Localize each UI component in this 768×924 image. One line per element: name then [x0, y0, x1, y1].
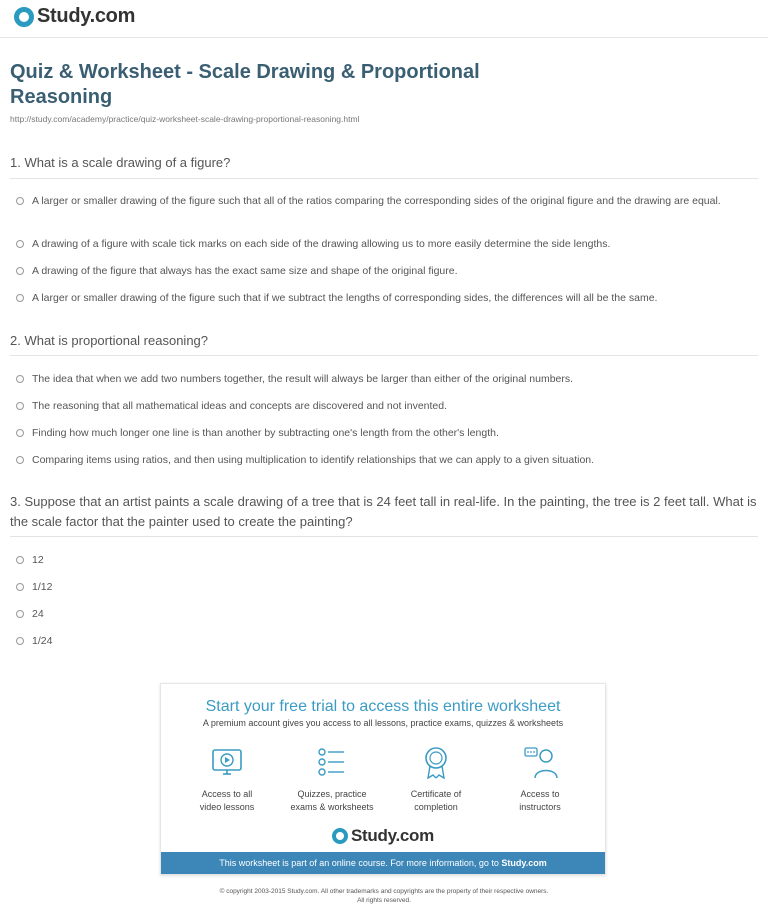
feature-label — [495, 788, 585, 814]
answer-option-text: A larger or smaller drawing of the figure such that all of the ratios comparing the corresponding sides of the original figure and the drawing are equal. — [32, 195, 721, 207]
answer-option[interactable] — [16, 553, 756, 567]
answer-option[interactable] — [16, 453, 756, 467]
study-logo[interactable] — [14, 5, 135, 28]
answer-option[interactable] — [16, 372, 756, 386]
logo-mark-icon — [332, 828, 348, 844]
feature-label-line: Certificate of — [410, 789, 462, 799]
answer-option[interactable] — [16, 399, 756, 413]
answer-option-text: Finding how much longer one line is than another by subtracting one's length from the other's length. — [32, 427, 499, 439]
radio-icon[interactable] — [16, 610, 24, 618]
site-header — [0, 0, 768, 38]
copyright-line: © copyright 2003-2015 Study.com. All other trademarks and copyrights are the property of their respective owners. — [219, 888, 549, 895]
answer-option[interactable] — [16, 194, 756, 208]
feature-label-line: exams & worksheets — [290, 802, 374, 812]
answer-option-text: 12 — [32, 554, 44, 566]
promo-study-logo[interactable] — [161, 826, 605, 846]
answer-option-text: Comparing items using ratios, and then using multiplication to identify relationships that we can apply to a given situation. — [32, 454, 595, 466]
radio-icon[interactable] — [16, 556, 24, 564]
feature-label-line: Access to — [520, 789, 560, 799]
logo-mark-icon — [14, 7, 34, 27]
answer-option-text: A drawing of a figure with scale tick marks on each side of the drawing allowing us to more easily determine the side lengths. — [32, 238, 611, 250]
radio-icon[interactable] — [16, 583, 24, 591]
answer-option-text: The reasoning that all mathematical ideas and concepts are discovered and not invented. — [32, 400, 448, 412]
answer-option[interactable] — [16, 634, 756, 648]
rights-line: All rights reserved. — [357, 897, 411, 904]
answer-option[interactable] — [16, 264, 756, 278]
radio-icon[interactable] — [16, 456, 24, 464]
answer-option-text: 1/12 — [32, 581, 53, 593]
answer-option-text: A drawing of the figure that always has the exact same size and shape of the original figure. — [32, 265, 458, 277]
feature-label-line: completion — [414, 802, 458, 812]
promo-info-bar — [161, 852, 605, 874]
question-1: 1. What is a scale drawing of a figure? — [10, 155, 231, 170]
feature-label — [287, 788, 377, 814]
feature-label — [182, 788, 272, 814]
logo-text: Study.com — [351, 826, 434, 845]
feature-instructors — [495, 744, 585, 814]
answer-option[interactable] — [16, 607, 756, 621]
promo-title[interactable]: Start your free trial to access this entire worksheet — [205, 698, 561, 715]
feature-label-line: Access to all — [201, 789, 253, 799]
answer-option[interactable] — [16, 237, 756, 251]
copyright-footer — [0, 887, 768, 905]
answer-option-text: 24 — [32, 608, 44, 620]
promo-bar-text: This worksheet is part of an online course. For more information, go to — [219, 858, 502, 868]
answer-option[interactable] — [16, 580, 756, 594]
feature-video-lessons — [182, 744, 272, 814]
feature-quizzes — [287, 744, 377, 814]
feature-label-line: Quizzes, practice — [297, 789, 367, 799]
feature-label-line: instructors — [519, 802, 561, 812]
answer-option-text: A larger or smaller drawing of the figure such that if we subtract the lengths of corresponding sides, the differences will all be the same. — [32, 292, 658, 304]
radio-icon[interactable] — [16, 402, 24, 410]
radio-icon[interactable] — [16, 267, 24, 275]
radio-icon[interactable] — [16, 294, 24, 302]
question-divider — [10, 178, 758, 179]
quiz-list-icon — [314, 744, 350, 782]
logo-text: Study.com — [37, 5, 136, 27]
question-2: 2. What is proportional reasoning? — [10, 333, 209, 348]
promo-subtitle: A premium account gives you access to all lessons, practice exams, quizzes & worksheets — [202, 718, 564, 728]
premium-promo-box — [160, 683, 606, 875]
radio-icon[interactable] — [16, 637, 24, 645]
answer-option[interactable] — [16, 426, 756, 440]
feature-label — [391, 788, 481, 814]
question-divider — [10, 536, 758, 537]
answer-option-text: The idea that when we add two numbers together, the result will always be larger than either of the original numbers. — [32, 373, 574, 385]
radio-icon[interactable] — [16, 429, 24, 437]
promo-bar-link[interactable]: Study.com — [501, 858, 547, 868]
feature-certificate — [391, 744, 481, 814]
page-url: http://study.com/academy/practice/quiz-worksheet-scale-drawing-proportional-reasoning.html — [10, 114, 360, 124]
radio-icon[interactable] — [16, 375, 24, 383]
page-title: Quiz & Worksheet - Scale Drawing & Proportional Reasoning — [10, 61, 480, 108]
answer-option-text: 1/24 — [32, 635, 53, 647]
certificate-icon — [418, 744, 454, 782]
question-divider — [10, 355, 758, 356]
answer-option[interactable] — [16, 291, 756, 305]
radio-icon[interactable] — [16, 240, 24, 248]
video-lesson-icon — [209, 744, 245, 782]
instructor-icon — [522, 744, 558, 782]
feature-label-line: video lessons — [199, 802, 255, 812]
question-3: 3. Suppose that an artist paints a scale drawing of a tree that is 24 feet tall in real-life. In the painting, the tree is 2 feet tall. What is the scale factor that the painter used to create the painting? — [10, 494, 757, 529]
radio-icon[interactable] — [16, 197, 24, 205]
